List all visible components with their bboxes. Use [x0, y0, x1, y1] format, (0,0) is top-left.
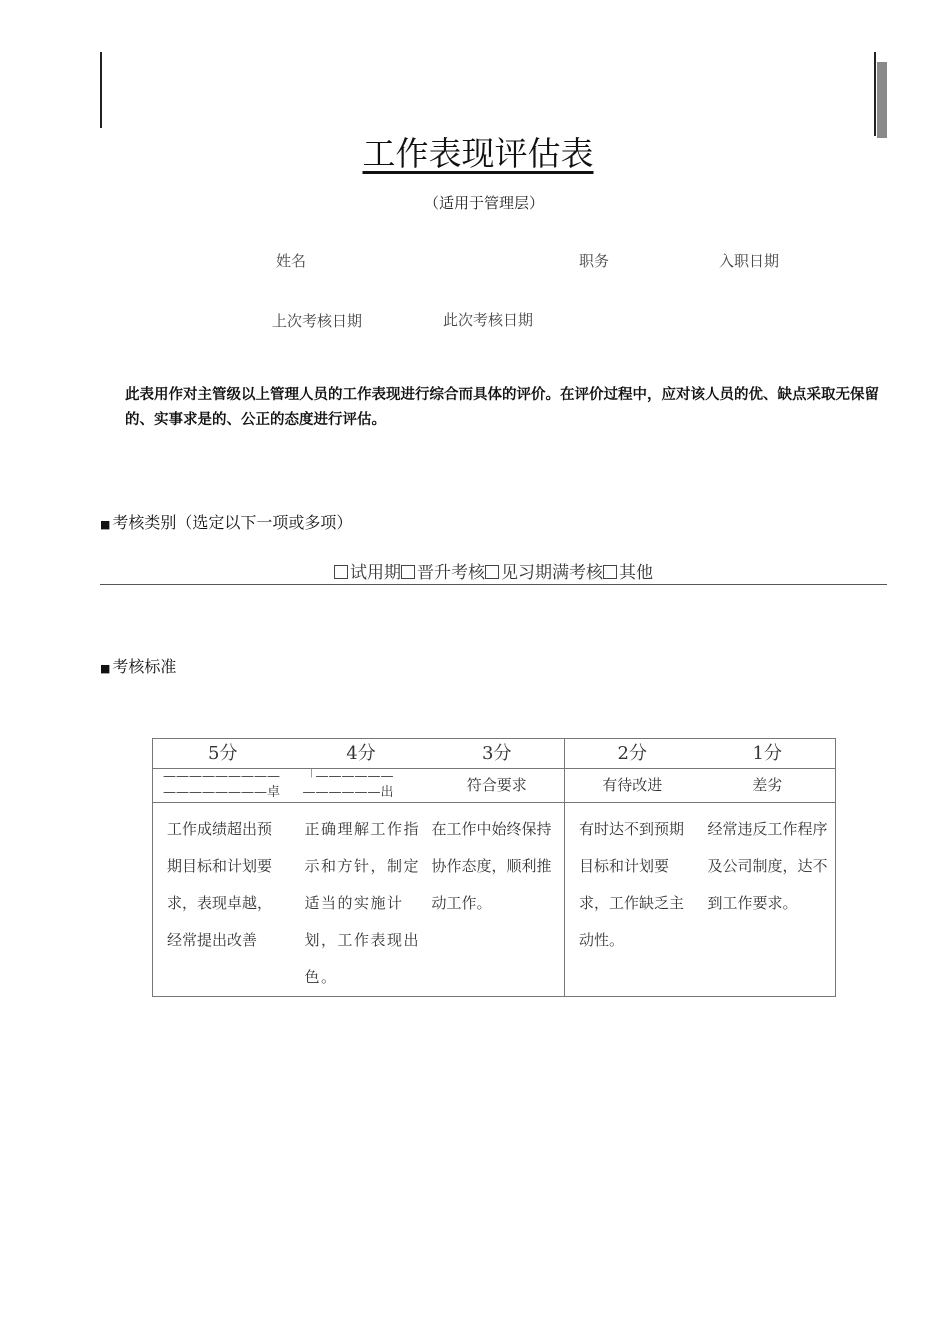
corner-mark-right-bar: [877, 62, 887, 138]
table-row: [153, 803, 836, 997]
field-hire-date-label: 入职日期: [719, 252, 780, 270]
review-type-options: [100, 562, 887, 585]
review-type-heading: 考核类别（选定以下一项或多项）: [112, 513, 353, 532]
score-4: 4分: [293, 739, 430, 769]
score-2: 2分: [565, 739, 700, 769]
checkbox-icon[interactable]: [334, 565, 348, 579]
intro-paragraph: 此表用作对主管级以上管理人员的工作表现进行综合而具体的评价。在评价过程中，应对该人员的优、缺点采取无保留的、实事求是的、公正的态度进行评估。: [125, 387, 879, 428]
level-3-label: 符合要求: [430, 769, 565, 803]
option-internship-end: 见习期满考核: [501, 563, 603, 583]
description-3: 在工作中始终保持协作态度，顺利推动工作。: [430, 803, 565, 997]
table-row: [153, 769, 836, 803]
field-current-review-date-label: 此次考核日期: [443, 311, 534, 329]
level-1-label: 差劣: [700, 769, 836, 803]
page-title: 工作表现评估表: [362, 134, 594, 173]
square-bullet-icon: ■: [100, 662, 111, 675]
score-1: 1分: [700, 739, 836, 769]
score-5: 5分: [153, 739, 293, 769]
checkbox-icon[interactable]: [603, 565, 617, 579]
level-4-label: 「—————— ——————出: [293, 769, 430, 803]
corner-mark-right: [874, 52, 876, 136]
level-2-label: 有待改进: [565, 769, 700, 803]
description-2: 有时达不到预期目标和计划要求，工作缺乏主动性。: [565, 803, 700, 997]
level-5-label: ————————— ————————卓: [153, 769, 293, 803]
page-subtitle: （适用于管理层）: [424, 194, 545, 212]
description-1: 经常违反工作程序及公司制度，达不到工作要求。: [700, 803, 836, 997]
description-4: 正确理解工作指示和方针，制定适当的实施计划，工作表现出色。: [293, 803, 430, 997]
field-name-label: 姓名: [276, 252, 307, 270]
field-last-review-date-label: 上次考核日期: [272, 312, 363, 330]
option-probation: 试用期: [350, 563, 401, 583]
field-position-label: 职务: [579, 252, 610, 270]
criteria-section-title: [100, 654, 176, 677]
score-3: 3分: [430, 739, 565, 769]
review-type-section-title: [100, 510, 352, 533]
option-promotion: 晋升考核: [417, 563, 485, 583]
checkbox-icon[interactable]: [485, 565, 499, 579]
option-other: 其他: [619, 563, 653, 583]
square-bullet-icon: ■: [100, 518, 111, 531]
criteria-table: [152, 738, 836, 997]
checkbox-icon[interactable]: [401, 565, 415, 579]
criteria-heading: 考核标准: [112, 657, 177, 676]
table-row: [153, 739, 836, 769]
corner-mark-left: [100, 52, 102, 128]
description-5: 工作成绩超出预期目标和计划要求，表现卓越，经常提出改善: [153, 803, 293, 997]
